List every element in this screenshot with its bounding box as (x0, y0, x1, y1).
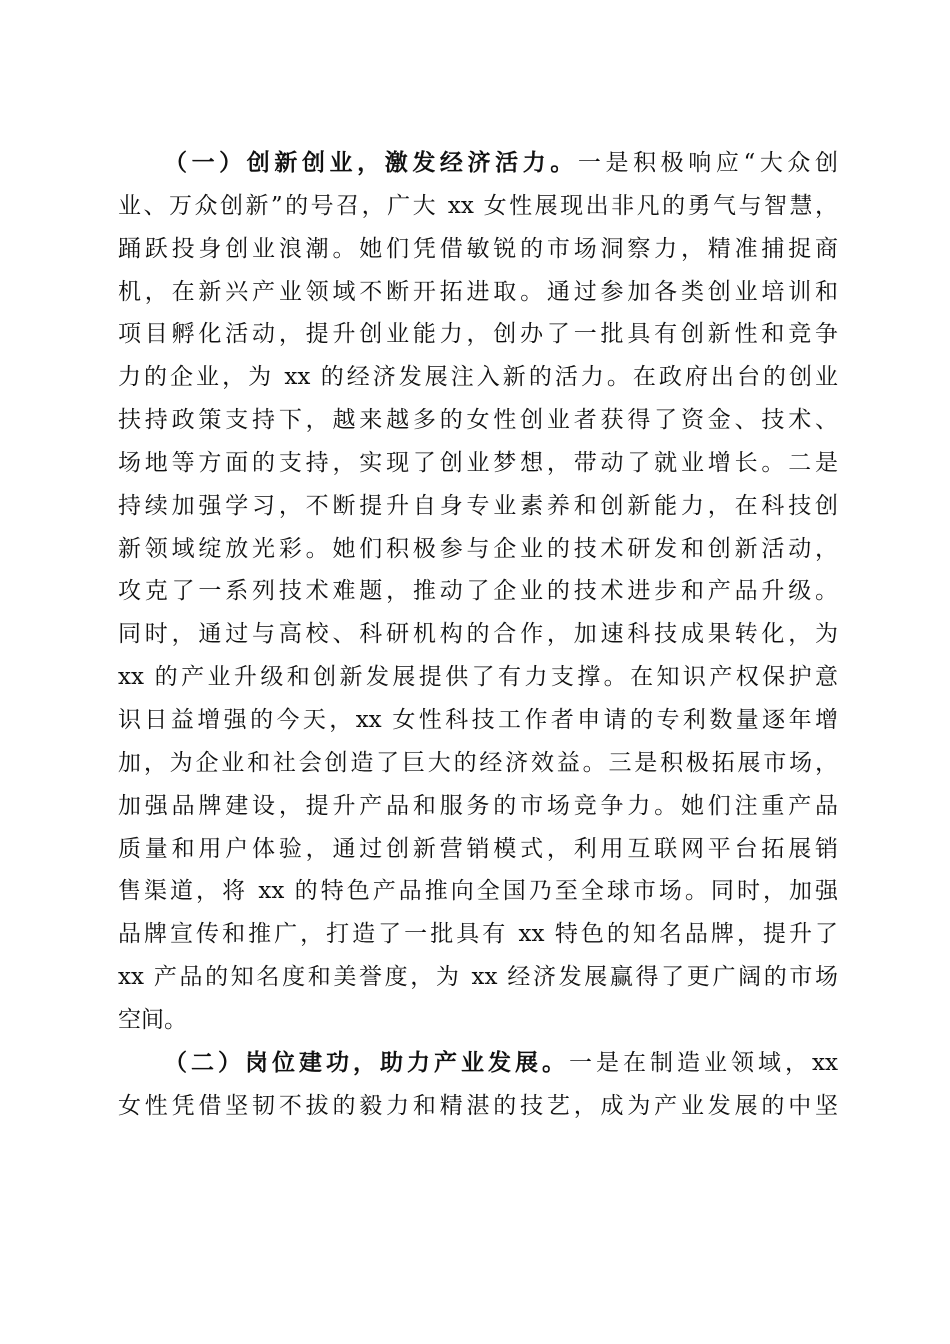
paragraph-2-text: 一是在制造业领域，xx (569, 1049, 838, 1076)
paragraph-2 (118, 1042, 838, 1128)
paragraph-1-line-7: 扶持政策支持下，越来越多的女性创业者获得了资金、技术、 (118, 407, 838, 434)
paragraph-2-line-2: 女性凭借坚韧不拔的毅力和精湛的技艺，成为产业发展的中坚 (118, 1092, 838, 1119)
paragraph-2-heading: （二）岗位建功，助力产业发展。 (164, 1048, 570, 1076)
paragraph-1-line-21: 空间。 (118, 1006, 187, 1033)
paragraph-1-line-8: 场地等方面的支持，实现了创业梦想，带动了就业增长。二是 (118, 449, 838, 476)
paragraph-1-line-10: 新领域绽放光彩。她们积极参与企业的技术研发和创新活动， (118, 535, 838, 562)
paragraph-1-line-17: 质量和用户体验，通过创新营销模式，利用互联网平台拓展销 (118, 835, 838, 862)
paragraph-1-line-14: 识日益增强的今天，xx 女性科技工作者申请的专利数量逐年增 (118, 706, 838, 733)
paragraph-1-line-11: 攻克了一系列技术难题，推动了企业的技术进步和产品升级。 (118, 578, 838, 605)
paragraph-1-line-13: xx 的产业升级和创新发展提供了有力支撑。在知识产权保护意 (118, 664, 838, 691)
paragraph-1 (118, 142, 838, 1042)
document-body (118, 142, 838, 1127)
paragraph-1-line-18: 售渠道，将 xx 的特色产品推向全国乃至全球市场。同时，加强 (118, 878, 838, 905)
paragraph-1-line-3: 踊跃投身创业浪潮。她们凭借敏锐的市场洞察力，精准捕捉商 (118, 235, 838, 262)
paragraph-1-line-4: 机，在新兴产业领域不断开拓进取。通过参加各类创业培训和 (118, 278, 838, 305)
paragraph-1-line-6: 力的企业，为 xx 的经济发展注入新的活力。在政府出台的创业 (118, 364, 838, 391)
paragraph-1-line-9: 持续加强学习，不断提升自身专业素养和创新能力，在科技创 (118, 492, 838, 519)
paragraph-1-line-19: 品牌宣传和推广，打造了一批具有 xx 特色的知名品牌，提升了 (118, 921, 838, 948)
paragraph-1-line-20: xx 产品的知名度和美誉度，为 xx 经济发展赢得了更广阔的市场 (118, 964, 838, 991)
paragraph-1-text: 一是积极响应“大众创 (577, 150, 839, 176)
paragraph-1-line-16: 加强品牌建设，提升产品和服务的市场竞争力。她们注重产品 (118, 792, 838, 819)
paragraph-1-line-5: 项目孵化活动，提升创业能力，创办了一批具有创新性和竞争 (118, 321, 838, 348)
paragraph-1-line-1 (118, 142, 838, 185)
paragraph-1-line-15: 加，为企业和社会创造了巨大的经济效益。三是积极拓展市场， (118, 749, 838, 776)
paragraph-1-line-12: 同时，通过与高校、科研机构的合作，加速科技成果转化，为 (118, 621, 838, 648)
paragraph-2-line-1 (118, 1042, 838, 1085)
paragraph-1-line-2: 业、万众创新”的号召，广大 xx 女性展现出非凡的勇气与智慧， (118, 192, 838, 219)
paragraph-1-heading: （一）创新创业，激发经济活力。 (164, 149, 578, 176)
